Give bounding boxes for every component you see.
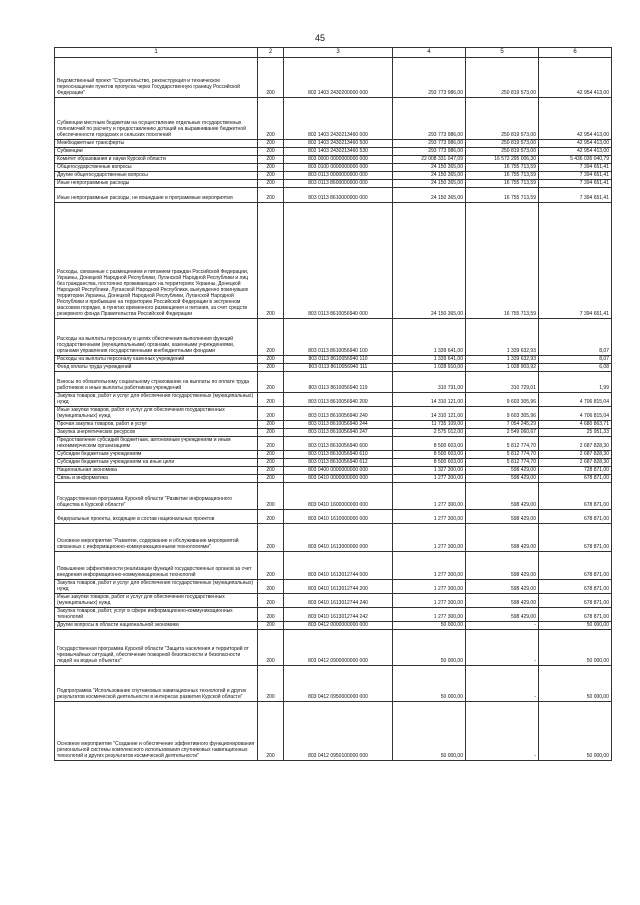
executed-amount-cell: 250 819 573,00 (466, 148, 539, 156)
table-row (55, 475, 612, 483)
item-name-cell: Основное мероприятие "Создание и обеспечение эффективного функционирования региональной системы комплексного использования спутниковых навигационных технологий и других результатов космической деятельности" (55, 702, 258, 761)
remaining-amount-cell: 8,07 (539, 319, 612, 356)
remaining-amount-cell: 25 951,33 (539, 429, 612, 437)
planned-amount-cell: 1 277 300,00 (393, 580, 466, 594)
budget-code-cell: 803 0113 8610056940 200 (284, 393, 393, 407)
column-header: 2 (258, 48, 284, 58)
grbs-code-cell: 200 (258, 451, 284, 459)
grbs-code-cell: 200 (258, 172, 284, 180)
planned-amount-cell: 24 150 365,00 (393, 188, 466, 203)
table-row (55, 172, 612, 180)
grbs-code-cell: 200 (258, 421, 284, 429)
planned-amount-cell: 14 310 121,00 (393, 407, 466, 421)
budget-code-cell: 803 0113 8610056940 100 (284, 319, 393, 356)
item-name-cell: Закупка товаров, работ и услуг для обеспечения государственных (муниципальных) нужд (55, 580, 258, 594)
executed-amount-cell: 310 729,01 (466, 372, 539, 393)
planned-amount-cell: 22 008 331 047,09 (393, 156, 466, 164)
budget-code-cell: 803 0100 0000000000 000 (284, 164, 393, 172)
budget-code-cell: 803 0412 0950000000 000 (284, 666, 393, 702)
executed-amount-cell: 598 429,00 (466, 524, 539, 552)
table-row (55, 164, 612, 172)
remaining-amount-cell: 42 954 413,00 (539, 140, 612, 148)
remaining-amount-cell: 50 000,00 (539, 622, 612, 630)
grbs-code-cell: 200 (258, 372, 284, 393)
executed-amount-cell: 9 603 305,96 (466, 393, 539, 407)
executed-amount-cell: 598 429,00 (466, 483, 539, 510)
item-name-cell: Взносы по обязательному социальному страхованию на выплаты по оплате труда работников и иные выплаты работникам учреждений (55, 372, 258, 393)
item-name-cell: Государственная программа Курской области "Развитие информационного общества в Курской области" (55, 483, 258, 510)
grbs-code-cell: 200 (258, 524, 284, 552)
grbs-code-cell: 200 (258, 630, 284, 666)
table-row (55, 467, 612, 475)
remaining-amount-cell: 5 436 036 040,79 (539, 156, 612, 164)
table-row (55, 58, 612, 98)
executed-amount-cell: 598 429,00 (466, 475, 539, 483)
budget-code-cell: 802 1403 2430213460 530 (284, 148, 393, 156)
budget-code-cell: 803 0113 8610056940 240 (284, 407, 393, 421)
grbs-code-cell: 200 (258, 459, 284, 467)
planned-amount-cell: 1 277 300,00 (393, 510, 466, 524)
item-name-cell: Национальная экономика (55, 467, 258, 475)
executed-amount-cell: 598 429,00 (466, 552, 539, 580)
budget-code-cell: 803 0113 8610056940 111 (284, 364, 393, 372)
item-name-cell: Иные закупки товаров, работ и услуг для обеспечения государственных (муниципальных) нужд (55, 407, 258, 421)
executed-amount-cell: 9 603 305,96 (466, 407, 539, 421)
grbs-code-cell: 200 (258, 148, 284, 156)
remaining-amount-cell: 678 871,00 (539, 483, 612, 510)
executed-amount-cell: 16 755 713,59 (466, 203, 539, 319)
table-row (55, 148, 612, 156)
budget-code-cell: 802 1403 2430200000 000 (284, 58, 393, 98)
planned-amount-cell: 2 575 012,00 (393, 429, 466, 437)
item-name-cell: Федеральные проекты, входящие в состав национальных проектов (55, 510, 258, 524)
planned-amount-cell: 8 500 603,00 (393, 451, 466, 459)
planned-amount-cell: 293 773 986,00 (393, 148, 466, 156)
budget-code-cell: 803 0113 8610000000 000 (284, 188, 393, 203)
item-name-cell: Иные закупки товаров, работ и услуг для обеспечения государственных (муниципальных) нужд (55, 594, 258, 608)
executed-amount-cell: - (466, 666, 539, 702)
remaining-amount-cell: 42 954 413,00 (539, 148, 612, 156)
planned-amount-cell: 50 000,00 (393, 666, 466, 702)
executed-amount-cell: 16 755 713,59 (466, 188, 539, 203)
budget-code-cell: 803 0113 8610056940 600 (284, 437, 393, 451)
executed-amount-cell: 7 054 245,29 (466, 421, 539, 429)
grbs-code-cell: 200 (258, 552, 284, 580)
grbs-code-cell: 200 (258, 608, 284, 622)
table-header-row (55, 48, 612, 58)
item-name-cell: Субсидии бюджетным учреждениям на иные цели (55, 459, 258, 467)
remaining-amount-cell: 50 000,00 (539, 702, 612, 761)
table-row (55, 608, 612, 622)
grbs-code-cell: 200 (258, 364, 284, 372)
table-row (55, 319, 612, 356)
grbs-code-cell: 200 (258, 164, 284, 172)
table-row (55, 180, 612, 188)
table-row (55, 510, 612, 524)
grbs-code-cell: 200 (258, 437, 284, 451)
remaining-amount-cell: 7 394 651,41 (539, 188, 612, 203)
grbs-code-cell: 200 (258, 510, 284, 524)
executed-amount-cell: 1 339 632,93 (466, 356, 539, 364)
grbs-code-cell: 200 (258, 319, 284, 356)
item-name-cell: Закупка энергетических ресурсов (55, 429, 258, 437)
grbs-code-cell: 200 (258, 475, 284, 483)
budget-code-cell: 803 0113 8610056940 000 (284, 203, 393, 319)
table-row (55, 407, 612, 421)
grbs-code-cell: 200 (258, 429, 284, 437)
table-row (55, 421, 612, 429)
column-header: 6 (539, 48, 612, 58)
item-name-cell: Подпрограмма "Использование спутниковых навигационных технологий и других результатов космической деятельности в интересах развития Курской области" (55, 666, 258, 702)
planned-amount-cell: 1 028 910,00 (393, 364, 466, 372)
planned-amount-cell: 1 277 300,00 (393, 524, 466, 552)
column-header: 3 (284, 48, 393, 58)
budget-code-cell: 803 0113 8610056940 119 (284, 372, 393, 393)
budget-code-cell: 803 0410 1613012744 242 (284, 608, 393, 622)
remaining-amount-cell: 8,07 (539, 356, 612, 364)
planned-amount-cell: 24 150 365,00 (393, 172, 466, 180)
remaining-amount-cell: 678 871,00 (539, 510, 612, 524)
table-row (55, 666, 612, 702)
executed-amount-cell: - (466, 630, 539, 666)
planned-amount-cell: 50 000,00 (393, 622, 466, 630)
budget-code-cell: 803 0410 1613000000 000 (284, 524, 393, 552)
table-row (55, 702, 612, 761)
remaining-amount-cell: 50 000,00 (539, 630, 612, 666)
executed-amount-cell: 598 429,00 (466, 580, 539, 594)
budget-code-cell: 803 0113 8610056940 244 (284, 421, 393, 429)
executed-amount-cell: 598 429,00 (466, 594, 539, 608)
remaining-amount-cell: 678 871,00 (539, 475, 612, 483)
item-name-cell: Субвенции местным бюджетам на осуществление отдельных государственных полномочий по расчету и предоставлению дотаций на выравнивание бюджетной обеспеченности городских и сельских поселений (55, 98, 258, 140)
table-row (55, 364, 612, 372)
table-row (55, 156, 612, 164)
table-row (55, 437, 612, 451)
table-row (55, 524, 612, 552)
remaining-amount-cell: 2 687 828,30 (539, 437, 612, 451)
item-name-cell: Субсидии бюджетным учреждениям (55, 451, 258, 459)
executed-amount-cell: 16 755 713,59 (466, 172, 539, 180)
remaining-amount-cell: 4 706 815,04 (539, 407, 612, 421)
planned-amount-cell: 310 731,00 (393, 372, 466, 393)
budget-code-cell: 802 1403 2430213460 500 (284, 140, 393, 148)
item-name-cell: Комитет образования и науки Курской области (55, 156, 258, 164)
item-name-cell: Иные непрограммные расходы (55, 180, 258, 188)
table-row (55, 451, 612, 459)
column-header: 1 (55, 48, 258, 58)
planned-amount-cell: 11 735 109,00 (393, 421, 466, 429)
executed-amount-cell: - (466, 622, 539, 630)
executed-amount-cell: 16 755 713,59 (466, 180, 539, 188)
planned-amount-cell: 24 150 365,00 (393, 203, 466, 319)
budget-code-cell: 803 0113 8610056940 610 (284, 451, 393, 459)
grbs-code-cell: 200 (258, 156, 284, 164)
item-name-cell: Повышение эффективности реализации функций государственных органов за счет внедрения информационно-коммуникационных технологий (55, 552, 258, 580)
budget-code-cell: 803 0412 0950100000 000 (284, 702, 393, 761)
item-name-cell: Закупка товаров, работ, услуг в сфере информационно-коммуникационных технологий (55, 608, 258, 622)
executed-amount-cell: 1 339 632,93 (466, 319, 539, 356)
planned-amount-cell: 8 500 603,00 (393, 459, 466, 467)
table-row (55, 594, 612, 608)
remaining-amount-cell: 42 954 413,00 (539, 58, 612, 98)
budget-code-cell: 803 0410 1600000000 000 (284, 483, 393, 510)
grbs-code-cell: 200 (258, 180, 284, 188)
table-row (55, 483, 612, 510)
table-row (55, 140, 612, 148)
grbs-code-cell: 200 (258, 467, 284, 475)
remaining-amount-cell: 4 680 863,71 (539, 421, 612, 429)
executed-amount-cell: 5 812 774,70 (466, 451, 539, 459)
planned-amount-cell: 1 327 300,00 (393, 467, 466, 475)
budget-code-cell: 803 0113 8610056940 247 (284, 429, 393, 437)
remaining-amount-cell: 2 687 828,30 (539, 459, 612, 467)
table-row (55, 393, 612, 407)
item-name-cell: Предоставление субсидий бюджетным, автономным учреждениям и иным некоммерческим организациям (55, 437, 258, 451)
table-row (55, 622, 612, 630)
budget-code-cell: 803 0000 0000000000 000 (284, 156, 393, 164)
planned-amount-cell: 1 339 641,00 (393, 319, 466, 356)
remaining-amount-cell: 678 871,00 (539, 594, 612, 608)
remaining-amount-cell: 678 871,00 (539, 552, 612, 580)
budget-code-cell: 803 0113 0000000000 000 (284, 172, 393, 180)
table-row (55, 630, 612, 666)
grbs-code-cell: 200 (258, 702, 284, 761)
budget-code-cell: 803 0410 1613012744 240 (284, 594, 393, 608)
executed-amount-cell: 2 549 060,67 (466, 429, 539, 437)
budget-code-cell: 803 0113 8610056940 110 (284, 356, 393, 364)
grbs-code-cell: 200 (258, 140, 284, 148)
item-name-cell: Основное мероприятие "Развитие, содержание и обслуживание мероприятий связанных с информационно-коммуникационными технологиями" (55, 524, 258, 552)
item-name-cell: Связь и информатика (55, 475, 258, 483)
item-name-cell: Ведомственный проект "Строительство, реконструкция и техническое переоснащение пунктов пропуска через Государственную границу Российской Федерации" (55, 58, 258, 98)
executed-amount-cell: 5 812 774,70 (466, 459, 539, 467)
grbs-code-cell: 200 (258, 203, 284, 319)
table-row (55, 580, 612, 594)
grbs-code-cell: 200 (258, 407, 284, 421)
table-row (55, 372, 612, 393)
planned-amount-cell: 1 277 300,00 (393, 475, 466, 483)
budget-code-cell: 803 0400 0000000000 000 (284, 467, 393, 475)
planned-amount-cell: 50 000,00 (393, 702, 466, 761)
planned-amount-cell: 293 773 986,00 (393, 140, 466, 148)
budget-table (54, 47, 612, 761)
budget-code-cell: 803 0412 0000000000 000 (284, 622, 393, 630)
remaining-amount-cell: 678 871,00 (539, 524, 612, 552)
table-row (55, 203, 612, 319)
item-name-cell: Прочая закупка товаров, работ и услуг (55, 421, 258, 429)
item-name-cell: Субвенции (55, 148, 258, 156)
item-name-cell: Расходы, связанные с размещением и питанием граждан Российской Федерации, Украины, Донецкой Народной Республики, Луганской Народной Республики и лиц без гражданства, постоянно проживающих на территориях Украины, Донецкой Народной Республики, Луганской Народной Республики, вынужденно покинувших территории Украины, Донецкой Народной Республики, Луганской Народной Республики и прибывших на территорию Российской Федерации в экстренном массовом порядке, в пунктах временного размещения и питания, за счет средств резервного фонда Правительства Российской Федерации (55, 203, 258, 319)
budget-code-cell: 803 0412 0900000000 000 (284, 630, 393, 666)
executed-amount-cell: 5 812 774,70 (466, 437, 539, 451)
remaining-amount-cell: 678 871,00 (539, 608, 612, 622)
planned-amount-cell: 8 500 603,00 (393, 437, 466, 451)
grbs-code-cell: 200 (258, 666, 284, 702)
executed-amount-cell: 1 028 903,92 (466, 364, 539, 372)
executed-amount-cell: 250 819 573,00 (466, 98, 539, 140)
item-name-cell: Другие вопросы в области национальной экономики (55, 622, 258, 630)
item-name-cell: Другие общегосударственные вопросы (55, 172, 258, 180)
remaining-amount-cell: 4 706 815,04 (539, 393, 612, 407)
planned-amount-cell: 1 277 300,00 (393, 483, 466, 510)
table-row (55, 429, 612, 437)
planned-amount-cell: 1 277 300,00 (393, 552, 466, 580)
grbs-code-cell: 200 (258, 580, 284, 594)
executed-amount-cell: 598 429,00 (466, 467, 539, 475)
planned-amount-cell: 14 310 121,00 (393, 393, 466, 407)
remaining-amount-cell: 7 394 651,41 (539, 164, 612, 172)
budget-code-cell: 803 0410 1613012744 000 (284, 552, 393, 580)
executed-amount-cell: 250 819 573,00 (466, 140, 539, 148)
remaining-amount-cell: 678 871,00 (539, 580, 612, 594)
executed-amount-cell: - (466, 702, 539, 761)
grbs-code-cell: 200 (258, 594, 284, 608)
planned-amount-cell: 1 277 300,00 (393, 608, 466, 622)
table-row (55, 552, 612, 580)
item-name-cell: Иные непрограммные расходы, не вошедшие в программные мероприятия (55, 188, 258, 203)
budget-code-cell: 803 0410 1613012744 200 (284, 580, 393, 594)
column-header: 4 (393, 48, 466, 58)
budget-code-cell: 803 0410 1610000000 000 (284, 510, 393, 524)
grbs-code-cell: 200 (258, 188, 284, 203)
budget-code-cell: 803 0113 8600000000 000 (284, 180, 393, 188)
item-name-cell: Расходы на выплаты персоналу в целях обеспечения выполнения функций государственными (муниципальными) органами, казенными учреждениями, органами управления государственными внебюджетными фондами (55, 319, 258, 356)
remaining-amount-cell: 42 954 413,00 (539, 98, 612, 140)
item-name-cell: Общегосударственные вопросы (55, 164, 258, 172)
remaining-amount-cell: 1,99 (539, 372, 612, 393)
executed-amount-cell: 250 819 573,00 (466, 58, 539, 98)
budget-code-cell: 803 0113 8610056940 612 (284, 459, 393, 467)
column-header: 5 (466, 48, 539, 58)
item-name-cell: Фонд оплаты труда учреждений (55, 364, 258, 372)
planned-amount-cell: 50 000,00 (393, 630, 466, 666)
remaining-amount-cell: 7 394 651,41 (539, 180, 612, 188)
budget-code-cell: 802 1403 2430213460 000 (284, 98, 393, 140)
planned-amount-cell: 1 277 300,00 (393, 594, 466, 608)
remaining-amount-cell: 50 000,00 (539, 666, 612, 702)
executed-amount-cell: 16 755 713,59 (466, 164, 539, 172)
item-name-cell: Государственная программа Курской области "Защита населения и территорий от чрезвычайных ситуаций, обеспечение пожарной безопасности и безопасности людей на водных объектах" (55, 630, 258, 666)
budget-code-cell: 803 0410 0000000000 000 (284, 475, 393, 483)
item-name-cell: Закупка товаров, работ и услуг для обеспечения государственных (муниципальных) нужд (55, 393, 258, 407)
grbs-code-cell: 200 (258, 98, 284, 140)
remaining-amount-cell: 7 394 651,41 (539, 203, 612, 319)
planned-amount-cell: 24 150 365,00 (393, 164, 466, 172)
table-row (55, 459, 612, 467)
planned-amount-cell: 24 150 365,00 (393, 180, 466, 188)
page-number: 45 (314, 33, 325, 43)
remaining-amount-cell: 728 871,00 (539, 467, 612, 475)
remaining-amount-cell: 7 394 651,41 (539, 172, 612, 180)
planned-amount-cell: 293 773 986,00 (393, 98, 466, 140)
grbs-code-cell: 200 (258, 356, 284, 364)
remaining-amount-cell: 6,08 (539, 364, 612, 372)
table-row (55, 356, 612, 364)
grbs-code-cell: 200 (258, 58, 284, 98)
executed-amount-cell: 16 572 295 006,30 (466, 156, 539, 164)
item-name-cell: Межбюджетные трансферты (55, 140, 258, 148)
grbs-code-cell: 200 (258, 393, 284, 407)
executed-amount-cell: 598 429,00 (466, 608, 539, 622)
remaining-amount-cell: 2 687 828,30 (539, 451, 612, 459)
grbs-code-cell: 200 (258, 622, 284, 630)
executed-amount-cell: 598 429,00 (466, 510, 539, 524)
planned-amount-cell: 293 773 986,00 (393, 58, 466, 98)
table-row (55, 98, 612, 140)
planned-amount-cell: 1 339 641,00 (393, 356, 466, 364)
table-row (55, 188, 612, 203)
grbs-code-cell: 200 (258, 483, 284, 510)
item-name-cell: Расходы на выплаты персоналу казенных учреждений (55, 356, 258, 364)
